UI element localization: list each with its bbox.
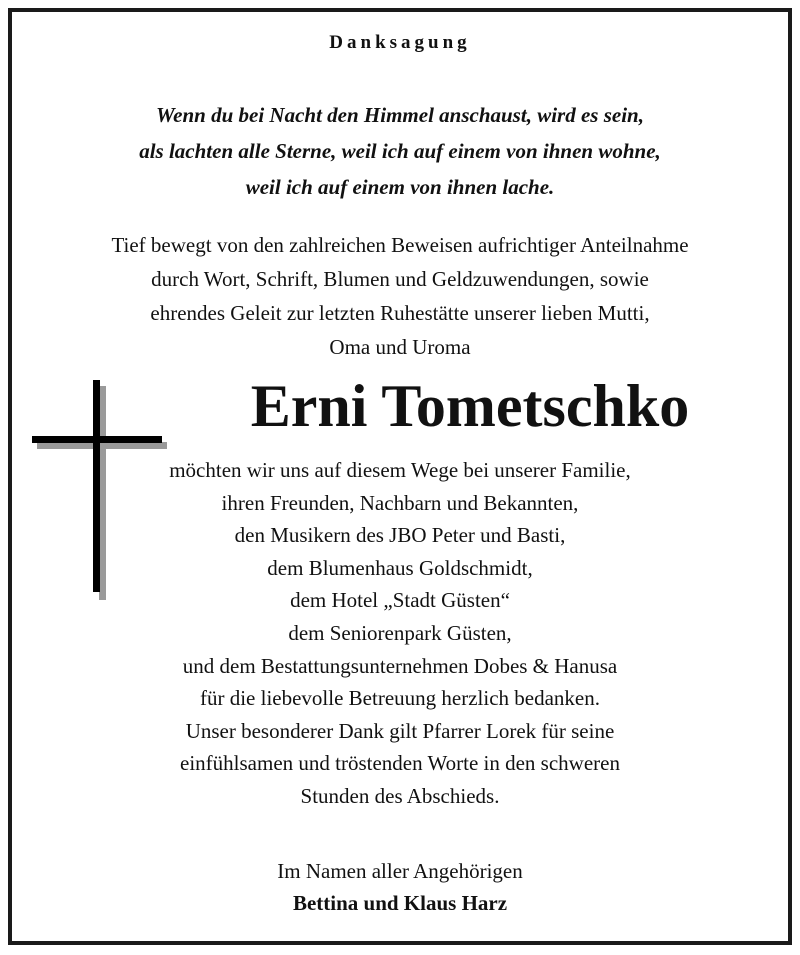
intro-paragraph: [0, 228, 800, 364]
thanks-paragraph: [0, 454, 800, 813]
thanks-line: dem Hotel „Stadt Güsten“: [290, 588, 510, 613]
thanks-line: ihren Freunden, Nachbarn und Bekannten,: [221, 490, 579, 515]
thanks-line: für die liebevolle Betreuung herzlich bedanken.: [199, 686, 600, 711]
thanks-line: dem Blumenhaus Goldschmidt,: [267, 555, 533, 580]
notice-heading: Danksagung: [329, 32, 471, 53]
signers: Bettina und Klaus Harz: [292, 891, 508, 915]
thanks-line: einfühlsamen und tröstenden Worte in den schweren: [180, 751, 620, 776]
quote-block: [0, 97, 800, 205]
thanks-line: Stunden des Abschieds.: [300, 783, 500, 808]
thanks-line: möchten wir uns auf diesem Wege bei unserer Familie,: [169, 458, 631, 482]
thanks-line: den Musikern des JBO Peter und Basti,: [234, 523, 566, 548]
intro-line: ehrendes Geleit zur letzten Ruhestätte unserer lieben Mutti,: [150, 301, 650, 325]
deceased-name: Erni Tometschko: [250, 373, 690, 439]
intro-line: Tief bewegt von den zahlreichen Beweisen aufrichtiger Anteilnahme: [111, 233, 689, 257]
closing-line: Im Namen aller Angehörigen: [277, 859, 523, 883]
quote-line: als lachten alle Sterne, weil ich auf einem von ihnen wohne,: [139, 139, 661, 163]
intro-line: Oma und Uroma: [329, 335, 471, 359]
quote-line: Wenn du bei Nacht den Himmel anschaust, wird es sein,: [156, 103, 644, 127]
thanks-line: dem Seniorenpark Güsten,: [288, 620, 512, 645]
thanks-line: Unser besonderer Dank gilt Pfarrer Lorek für seine: [185, 718, 615, 743]
quote-line: weil ich auf einem von ihnen lache.: [245, 175, 555, 199]
thanks-line: und dem Bestattungsunternehmen Dobes & Hanusa: [182, 653, 618, 678]
closing-block: [0, 855, 800, 919]
intro-line: durch Wort, Schrift, Blumen und Geldzuwendungen, sowie: [151, 267, 649, 291]
